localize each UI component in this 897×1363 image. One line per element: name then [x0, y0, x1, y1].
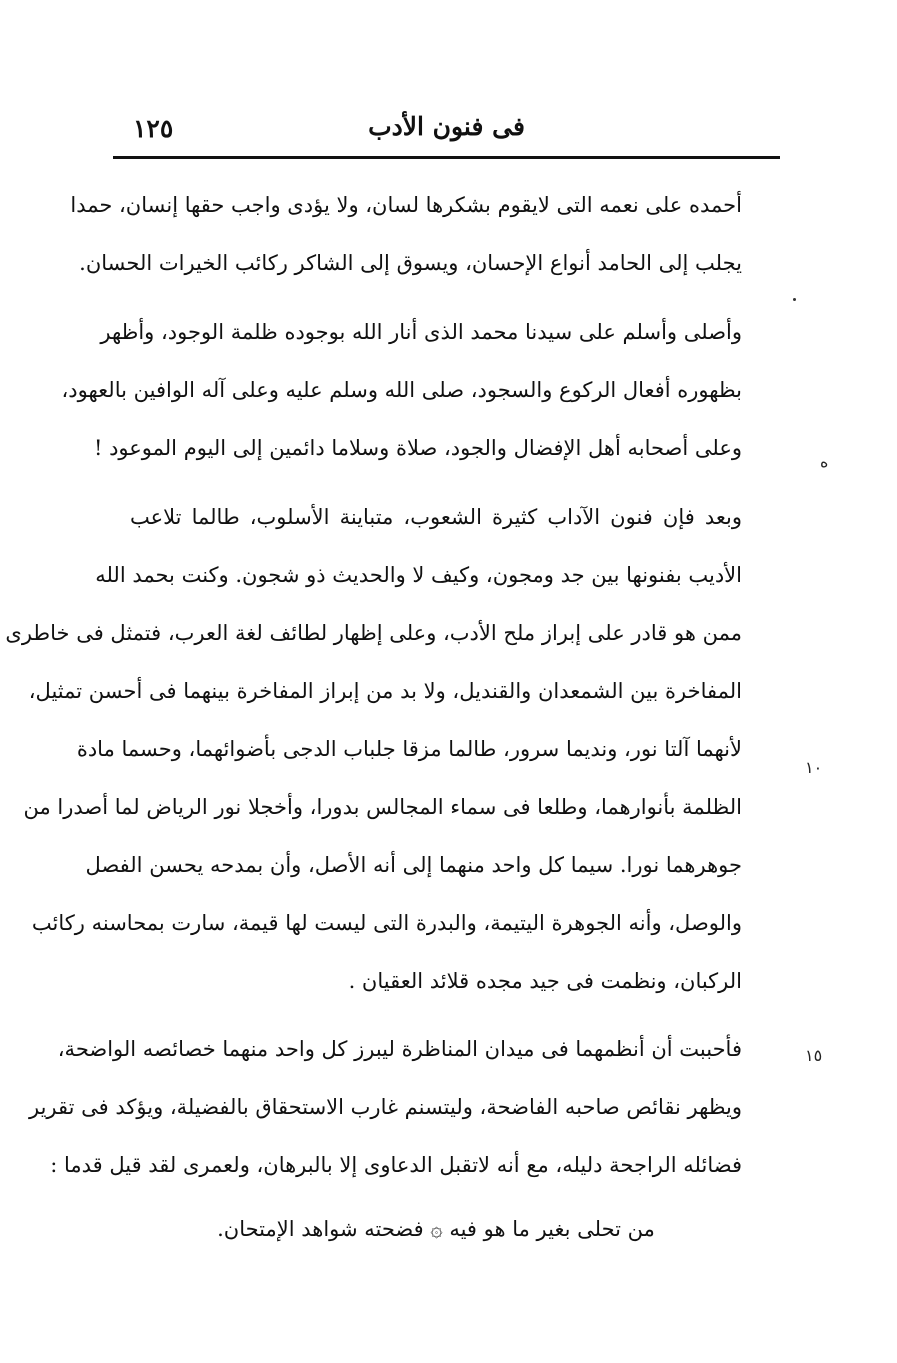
paragraph-introduction	[5, 488, 742, 1010]
text-line: وأصلى وأسلم على سيدنا محمد الذى أنار الله بوجوده ظلمة الوجود، وأظهر	[100, 320, 742, 344]
text-line: أحمده على نعمه التى لايقوم بشكرها لسان، ولا يؤدى واجب حقها إنسان، حمدا	[70, 193, 742, 217]
text-line: ويظهر نقائص صاحبه الفاضحة، وليتسنم غارب الاستحقاق بالفضيلة، ويؤكد فى تقرير	[28, 1095, 742, 1119]
page-header	[113, 110, 780, 154]
paragraph-purpose	[28, 1020, 742, 1194]
paragraph-salutation	[61, 303, 742, 477]
text-line: المفاخرة بين الشمعدان والقنديل، ولا بد من إبراز المفاخرة بينهما فى أحسن تمثيل،	[28, 679, 742, 703]
verse-block	[130, 1200, 742, 1258]
text-line: والوصل، وأنه الجوهرة اليتيمة، والبدرة التى ليست لها قيمة، سارت بمحاسنه ركائب	[31, 911, 742, 935]
text-line: وبعد فإن فنون الآداب كثيرة الشعوب، متباينة الأسلوب، طالما تلاعب	[130, 505, 742, 529]
text-line: وعلى أصحابه أهل الإفضال والجود، صلاة وسلاما دائمين إلى اليوم الموعود !	[93, 436, 742, 460]
verse-line: من تحلى بغير ما هو فيه ۞ فضحته شواهد الإمتحان.	[217, 1217, 655, 1241]
running-title: فى فنون الأدب	[368, 112, 525, 141]
text-line: فأحببت أن أنظمهما فى ميدان المناظرة ليبرز كل واحد منهما خصائصه الواضحة،	[57, 1037, 742, 1061]
header-rule	[113, 156, 780, 159]
paragraph-opening-praise	[70, 176, 742, 292]
margin-line-number: ه	[820, 452, 829, 471]
margin-line-number: ١٥	[805, 1046, 823, 1065]
text-line: ممن هو قادر على إبراز ملح الأدب، وعلى إظهار لطائف لغة العرب، فتمثل فى خاطرى	[5, 621, 742, 645]
text-line: الركبان، ونظمت فى جيد مجده قلائد العقيان .	[348, 969, 742, 993]
scan-speck	[793, 298, 796, 301]
text-line: بظهوره أفعال الركوع والسجود، صلى الله وسلم عليه وعلى آله الوافين بالعهود،	[61, 378, 742, 402]
page-number: ١٢٥	[133, 114, 174, 143]
text-line: جوهرهما نورا. سيما كل واحد منهما إلى أنه الأصل، وأن بمدحه يحسن الفصل	[85, 853, 742, 877]
text-line: لأنهما آلتا نور، ونديما سرور، طالما مزقا جلباب الدجى بأضوائهما، وحسما مادة	[76, 737, 742, 761]
text-line: يجلب إلى الحامد أنواع الإحسان، ويسوق إلى الشاكر ركائب الخيرات الحسان.	[79, 251, 742, 275]
text-line: الأديب بفنونها بين جد ومجون، وكيف لا والحديث ذو شجون. وكنت بحمد الله	[95, 563, 742, 587]
text-line: فضائله الراجحة دليله، مع أنه لاتقبل الدعاوى إلا بالبرهان، ولعمرى لقد قيل قدما :	[50, 1153, 742, 1177]
margin-line-number: ١٠	[805, 758, 823, 777]
text-line: الظلمة بأنوارهما، وطلعا فى سماء المجالس بدورا، وأخجلا نور الرياض لما أصدرا من	[23, 795, 742, 819]
